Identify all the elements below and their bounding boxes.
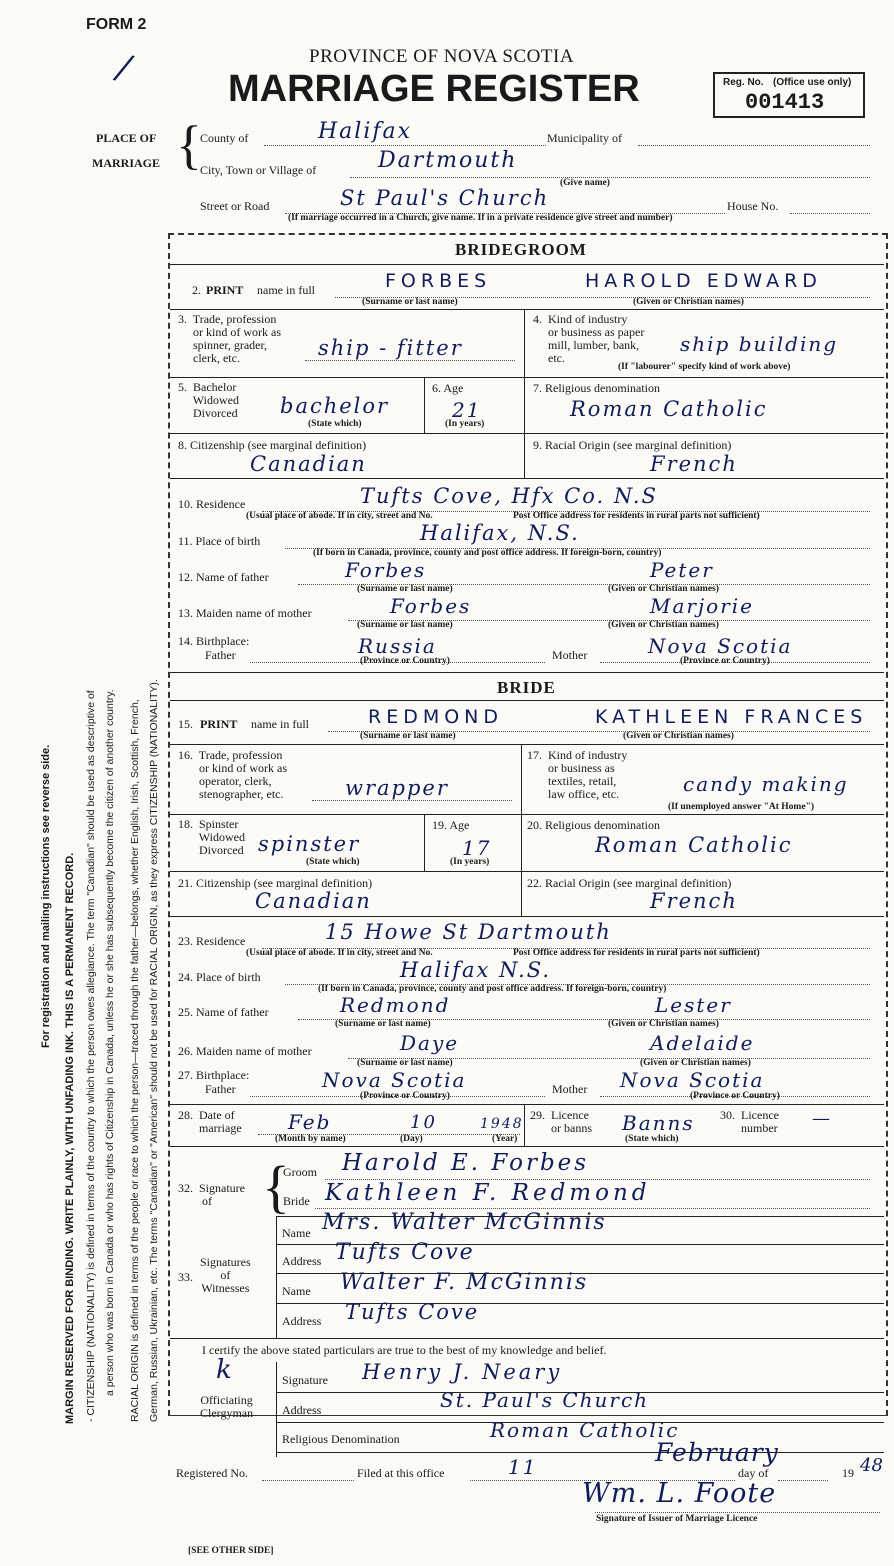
q2-number: 2. [192,283,201,297]
q3-label: 3. Trade, profession or kind of work as spinner, grader, clerk, etc. [178,312,281,365]
form-number: FORM 2 [86,16,147,33]
q24-label: 24. Place of birth [178,970,261,984]
residence-caption-b: Post Office address for residents in rural parts not sufficient) [513,511,760,521]
bride-signature: Kathleen F. Redmond [325,1180,651,1206]
certify-text: I certify the above stated particulars are true to the best of my knowledge and belief. [202,1343,607,1357]
month-caption: (Month by name) [275,1134,346,1144]
q4-caption: (If "labourer" specify kind of work above) [618,362,791,372]
clergy-denomination: Roman Catholic [490,1418,680,1442]
day-of-label: day of [738,1466,769,1480]
groom-signature: Harold E. Forbes [342,1150,590,1176]
birthplace-caption: (If born in Canada, province, county and post office address. If foreign-born, country) [313,548,662,558]
groom-label: Groom [283,1165,317,1179]
groom-father-birthplace: Russia [358,634,437,658]
witness1-address-label: Address [282,1254,322,1268]
q32-label: 32. Signature of [178,1181,245,1208]
bride-state-which: (State which) [306,857,360,867]
mother-given-caption: (Given or Christian names) [608,620,719,630]
q11-label: 11. Place of birth [178,534,261,548]
groom-father-given: Peter [650,558,714,582]
issuer-caption: Signature of Issuer of Marriage Licence [596,1514,758,1524]
margin-line-6: German, Russian, Ukrainian, etc. The terms "Canadian" or "American" should not be used for RACIAL ORIGIN, as they express CITIZENSHIP (NATIONALITY). [148,679,160,1422]
groom-surname: FORBES [385,270,492,292]
q27-father-label: Father [205,1082,236,1096]
witness2-name: Walter F. McGinnis [340,1270,589,1295]
bride-in-years: (In years) [450,857,490,867]
filed-year-prefix: 19 [842,1466,854,1480]
groom-surname-caption: (Surname or last name) [362,297,458,307]
groom-given-caption: (Given or Christian names) [633,297,744,307]
mother-prov-caption: (Province or Country) [680,656,770,666]
place-label-2: MARRIAGE [92,156,160,170]
q17-caption: (If unemployed answer "At Home") [668,802,815,812]
q15-print: PRINT [200,717,238,731]
q5-label: 5. Bachelor Widowed Divorced [178,380,239,420]
clergy-label: Officiating Clergyman [200,1393,254,1420]
groom-religion: Roman Catholic [570,397,768,421]
bride-label: Bride [283,1194,310,1208]
bride-industry: candy making [683,772,849,796]
registered-label: Registered No. [176,1466,248,1480]
residence-caption-a: (Usual place of abode. If in city, street and No. [246,511,433,521]
q28-label: 28. Date of marriage [178,1108,242,1135]
bride-father-prov-caption: (Province or Country) [360,1091,450,1101]
groom-racial-origin: French [650,452,738,476]
q6-label: 6. Age [432,381,464,395]
witness1-address: Tufts Cove [335,1240,475,1265]
bride-mother-prov-caption: (Province or Country) [690,1091,780,1101]
clergy-signature-label: Signature [282,1373,328,1387]
groom-mother-surname: Forbes [390,594,472,618]
marriage-year: 1948 [480,1116,524,1132]
bride-father-surname-caption: (Surname or last name) [335,1019,431,1029]
city-value: Dartmouth [378,148,518,173]
street-value: St Paul's Church [340,186,550,210]
groom-industry: ship building [680,332,839,356]
q25-label: 25. Name of father [178,1005,269,1019]
bride-surname: REDMOND [368,706,504,728]
bride-surname-caption: (Surname or last name) [360,731,456,741]
q29-label: 29. Licence or banns [530,1108,592,1135]
filed-year: 48 [860,1455,883,1476]
groom-age: 21 [452,398,482,422]
q18-label: 18. Spinster Widowed Divorced [178,817,245,857]
witness1-name: Mrs. Walter McGinnis [322,1210,607,1235]
city-label: City, Town or Village of [200,163,317,177]
place-label-1: PLACE OF [96,131,157,145]
year-caption: (Year) [492,1134,518,1144]
clergy-address-label: Address [282,1403,322,1417]
bride-trade: wrapper [345,776,449,800]
bride-mother-birthplace: Nova Scotia [620,1068,765,1092]
q27-mother-label: Mother [552,1082,588,1096]
q10-label: 10. Residence [178,497,246,511]
municipality-label: Municipality of [547,131,622,145]
margin-line-3: - CITIZENSHIP (NATIONALITY) is defined in terms of the country to which the person owes allegiance. The term "Canadian" should be used as descriptive of [85,690,97,1422]
street-caption: (If marriage occurred in a Church, give name. If in a private residence give street and number) [288,213,673,223]
bride-given: KATHLEEN FRANCES [595,706,868,728]
licence-or-banns: Banns [622,1111,695,1135]
witness1-name-label: Name [282,1226,311,1240]
marriage-month: Feb [288,1110,332,1134]
q19-label: 19. Age [432,818,470,832]
margin-line-4: a person who was born in Canada or who has rights of Citizenship in Canada, unless he or she has subsequently become the citizen of another country. [104,689,116,1396]
groom-birthplace: Halifax, N.S. [420,521,580,545]
pen-tick-mark: / [113,47,136,89]
street-label: Street or Road [200,199,270,213]
banns-state-which: (State which) [625,1134,679,1144]
bridegroom-heading: BRIDEGROOM [455,240,587,259]
bride-mother-surname: Daye [400,1031,460,1055]
groom-in-years: (In years) [445,419,485,429]
groom-trade: ship - fitter [318,336,463,360]
groom-mother-given: Marjorie [650,594,754,618]
marriage-day: 10 [410,1112,437,1133]
witness2-address: Tufts Cove [345,1300,480,1324]
give-name-caption: (Give name) [560,178,610,188]
issuer-signature: Wm. L. Foote [582,1478,777,1509]
clergy-address: St. Paul's Church [440,1388,650,1412]
mother-surname-caption: (Surname or last name) [357,620,453,630]
groom-state-which: (State which) [308,419,362,429]
bride-mother-surname-caption: (Surname or last name) [357,1058,453,1068]
q16-label: 16. Trade, profession or kind of work as operator, clerk, stenographer, etc. [178,748,287,801]
reg-no-note: (Office use only) [773,77,852,88]
q22-label: 22. Racial Origin (see marginal definition) [527,876,732,890]
bride-father-surname: Redmond [340,993,451,1017]
bride-racial-origin: French [650,889,738,913]
bride-given-caption: (Given or Christian names) [623,731,734,741]
licence-number: — [812,1108,832,1129]
bride-residence: 15 Howe St Dartmouth [325,920,612,944]
bride-father-given-caption: (Given or Christian names) [608,1019,719,1029]
groom-father-surname: Forbes [345,558,427,582]
witnesses-label: Signatures of Witnesses [200,1255,251,1295]
q4-label: 4. Kind of industry or business as paper mill, lumber, bank, etc. [533,312,645,365]
filed-day: 11 [508,1455,538,1479]
q13-label: 13. Maiden name of mother [178,606,312,620]
margin-line-5: RACIAL ORIGIN is defined in terms of the people or race to which the person—traced through the father—belongs, whether English, Irish, Scottish, French, [129,699,141,1422]
reg-no-value: 001413 [745,90,825,115]
q2-label: name in full [257,283,315,297]
father-surname-caption: (Surname or last name) [357,584,453,594]
province-title: PROVINCE OF NOVA SCOTIA [309,46,575,67]
filed-month: February [655,1438,779,1467]
reg-no-label: Reg. No. [723,77,764,88]
q21-label: 21. Citizenship (see marginal definition) [178,876,373,890]
see-other-side: [SEE OTHER SIDE] [188,1546,274,1556]
groom-citizenship: Canadian [250,452,367,476]
clergy-mark: k [216,1355,234,1385]
bride-birthplace-caption: (If born in Canada, province, county and post office address. If foreign-born, country) [318,984,667,994]
margin-line-2: MARGIN RESERVED FOR BINDING. WRITE PLAINLY, WITH UNFADING INK. THIS IS A PERMANENT RECORD. [64,852,76,1424]
house-label: House No. [727,199,779,213]
bride-status: spinster [258,832,361,856]
county-value: Halifax [318,119,413,144]
q32-brace: { [262,1154,290,1219]
q15-number: 15. [178,717,193,731]
bride-mother-given: Adelaide [650,1031,755,1055]
q8-label: 8. Citizenship (see marginal definition) [178,438,367,452]
q12-label: 12. Name of father [178,570,269,584]
bride-father-given: Lester [655,993,732,1017]
groom-mother-birthplace: Nova Scotia [648,634,793,658]
witness2-name-label: Name [282,1284,311,1298]
q14-father-label: Father [205,648,236,662]
q2-print: PRINT [206,283,244,297]
bride-residence-caption-b: Post Office address for residents in rural parts not sufficient) [513,948,760,958]
clergy-signature: Henry J. Neary [362,1360,563,1384]
q14-mother-label: Mother [552,648,588,662]
groom-status: bachelor [280,394,390,418]
bride-mother-given-caption: (Given or Christian names) [640,1058,751,1068]
groom-residence: Tufts Cove, Hfx Co. N.S [360,484,658,508]
q17-label: 17. Kind of industry or business as textiles, retail, law office, etc. [527,748,628,801]
bride-heading: BRIDE [497,678,556,697]
bride-citizenship: Canadian [255,889,372,913]
q14-label: 14. Birthplace: [178,634,250,648]
margin-line-1: For registration and mailing instructions see reverse side. [40,744,52,1048]
bride-birthplace: Halifax N.S. [400,958,552,982]
q23-label: 23. Residence [178,934,246,948]
day-caption: (Day) [400,1134,423,1144]
q9-label: 9. Racial Origin (see marginal definition) [533,438,732,452]
q20-label: 20. Religious denomination [527,818,660,832]
father-given-caption: (Given or Christian names) [608,584,719,594]
q26-label: 26. Maiden name of mother [178,1044,312,1058]
q7-label: 7. Religious denomination [533,381,660,395]
groom-given: HAROLD EDWARD [585,270,822,292]
q27-label: 27. Birthplace: [178,1068,250,1082]
place-brace: { [176,115,202,175]
denomination-label: Religious Denomination [282,1432,400,1446]
bride-religion: Roman Catholic [595,833,793,857]
bride-father-birthplace: Nova Scotia [322,1068,467,1092]
reg-no-box [713,72,865,118]
witness2-address-label: Address [282,1314,322,1328]
q30-label: 30. Licence number [720,1108,779,1135]
q33-label: 33. [178,1270,193,1284]
filed-label: Filed at this office [357,1466,445,1480]
q15-label: name in full [251,717,309,731]
page-title: MARRIAGE REGISTER [228,68,640,110]
bride-residence-caption-a: (Usual place of abode. If in city, street and No. [246,948,433,958]
father-prov-caption: (Province or Country) [360,656,450,666]
bride-age: 17 [462,836,492,860]
county-label: County of [200,131,249,145]
